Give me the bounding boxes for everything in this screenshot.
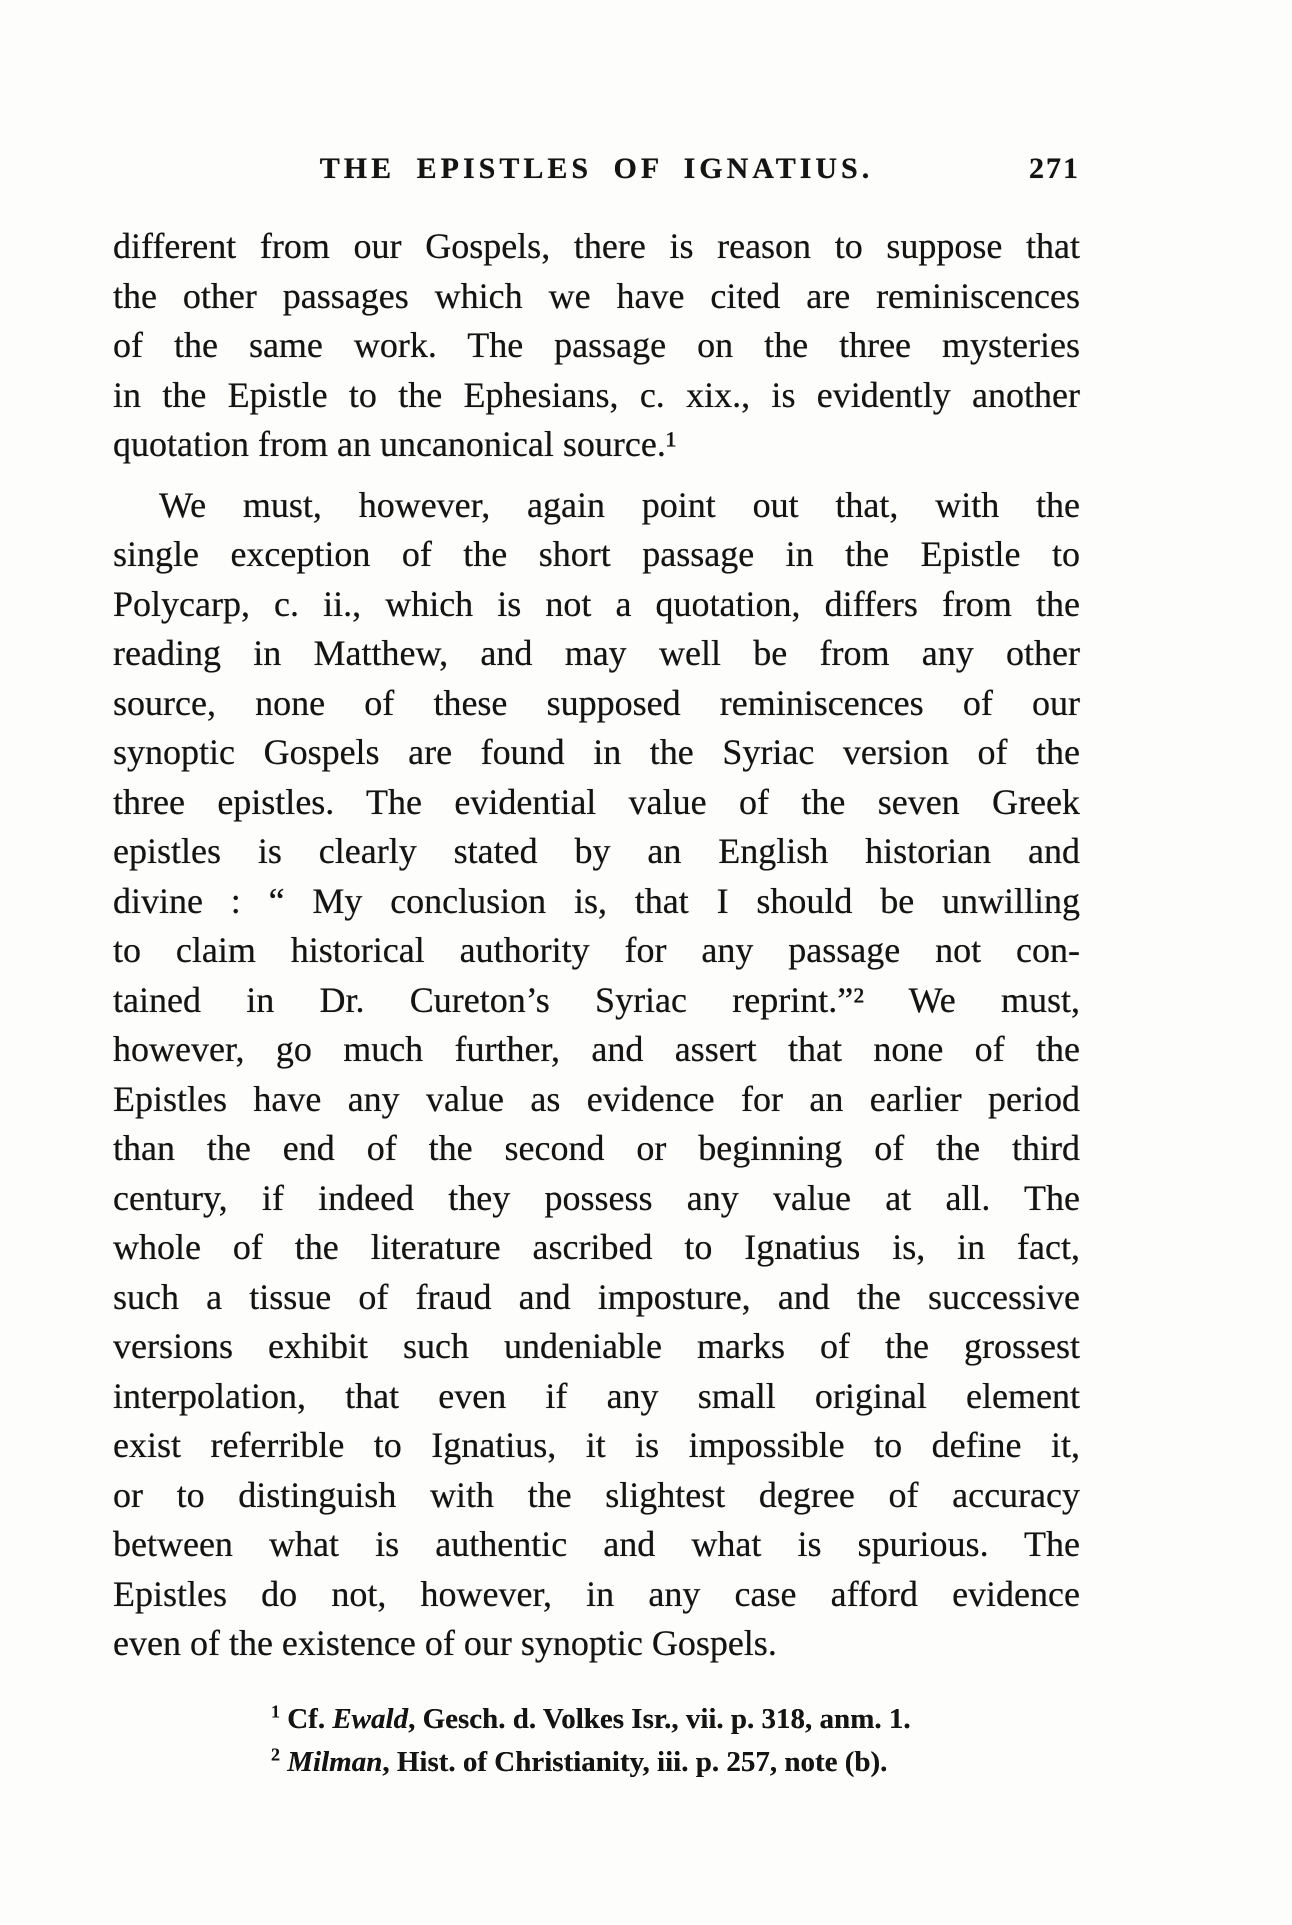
text-line: Epistles have any value as evidence for an earlier period [113,1078,1080,1119]
body-text [113,222,1080,1669]
paragraph [113,222,1080,470]
text-line: the other passages which we have cited are reminiscences [113,275,1080,316]
footnote: $^2$ Milman, Hist. of Christianity, iii. p. 257, note (b). [271,1744,888,1778]
text-line: in the Epistle to the Ephesians, c. xix., is evidently another [113,374,1080,415]
text-line: to claim historical authority for any passage not con- [113,930,1080,970]
text-line: interpolation, that even if any small original element [113,1375,1080,1416]
text-line: reading in Matthew, and may well be from any other [113,633,1080,673]
text-line: Polycarp, c. ii., which is not a quotation, differs from the [113,583,1080,624]
text-line: whole of the literature ascribed to Ignatius is, in fact, [113,1227,1080,1267]
text-line: divine : “ My conclusion is, that I should be unwilling [113,880,1080,921]
footnote-marker: 2 [271,1744,280,1765]
footnote-marker: 1 [271,1701,280,1722]
text-line: single exception of the short passage in the Epistle to [113,534,1080,574]
text-line: source, none of these supposed reminiscences of our [113,682,1080,723]
footnote-author: Milman [287,1746,383,1778]
footnote: $^1$ Cf. Ewald, Gesch. d. Volkes Isr., vii. p. 318, anm. 1. [271,1701,911,1735]
footnote-author: Ewald [332,1703,409,1735]
running-header [113,152,1080,196]
page-number: 271 [1029,152,1080,185]
text-line: tained in Dr. Cureton’s Syriac reprint.”² We must, [113,979,1080,1020]
text-line: quotation from an uncanonical source.¹ [113,424,677,464]
text-line: epistles is clearly stated by an English historian and [113,831,1080,871]
text-line: however, go much further, and assert that none of the [113,1029,1080,1069]
text-line: three epistles. The evidential value of the seven Greek [113,781,1080,822]
text-line: of the same work. The passage on the three mysteries [113,325,1080,365]
text-line: exist referrible to Ignatius, it is impossible to define it, [113,1425,1080,1465]
text-line: different from our Gospels, there is reason to suppose that [113,226,1080,266]
text-line: or to distinguish with the slightest degree of accuracy [113,1474,1080,1515]
text-line: between what is authentic and what is spurious. The [113,1524,1080,1564]
footnotes [113,1698,1080,1784]
page-title: THE EPISTLES OF IGNATIUS. [319,152,874,185]
paragraph [113,481,1080,1669]
text-line: synoptic Gospels are found in the Syriac version of the [113,732,1080,772]
text-line: Epistles do not, however, in any case afford evidence [113,1573,1080,1614]
text-line: century, if indeed they possess any value at all. The [113,1177,1080,1218]
text-line: even of the existence of our synoptic Gospels. [113,1623,777,1663]
text-line: than the end of the second or beginning of the third [113,1128,1080,1168]
text-line: versions exhibit such undeniable marks of the grossest [113,1326,1080,1366]
text-line: such a tissue of fraud and imposture, and the successive [113,1276,1080,1317]
text-line: We must, however, again point out that, with the [159,484,1080,525]
